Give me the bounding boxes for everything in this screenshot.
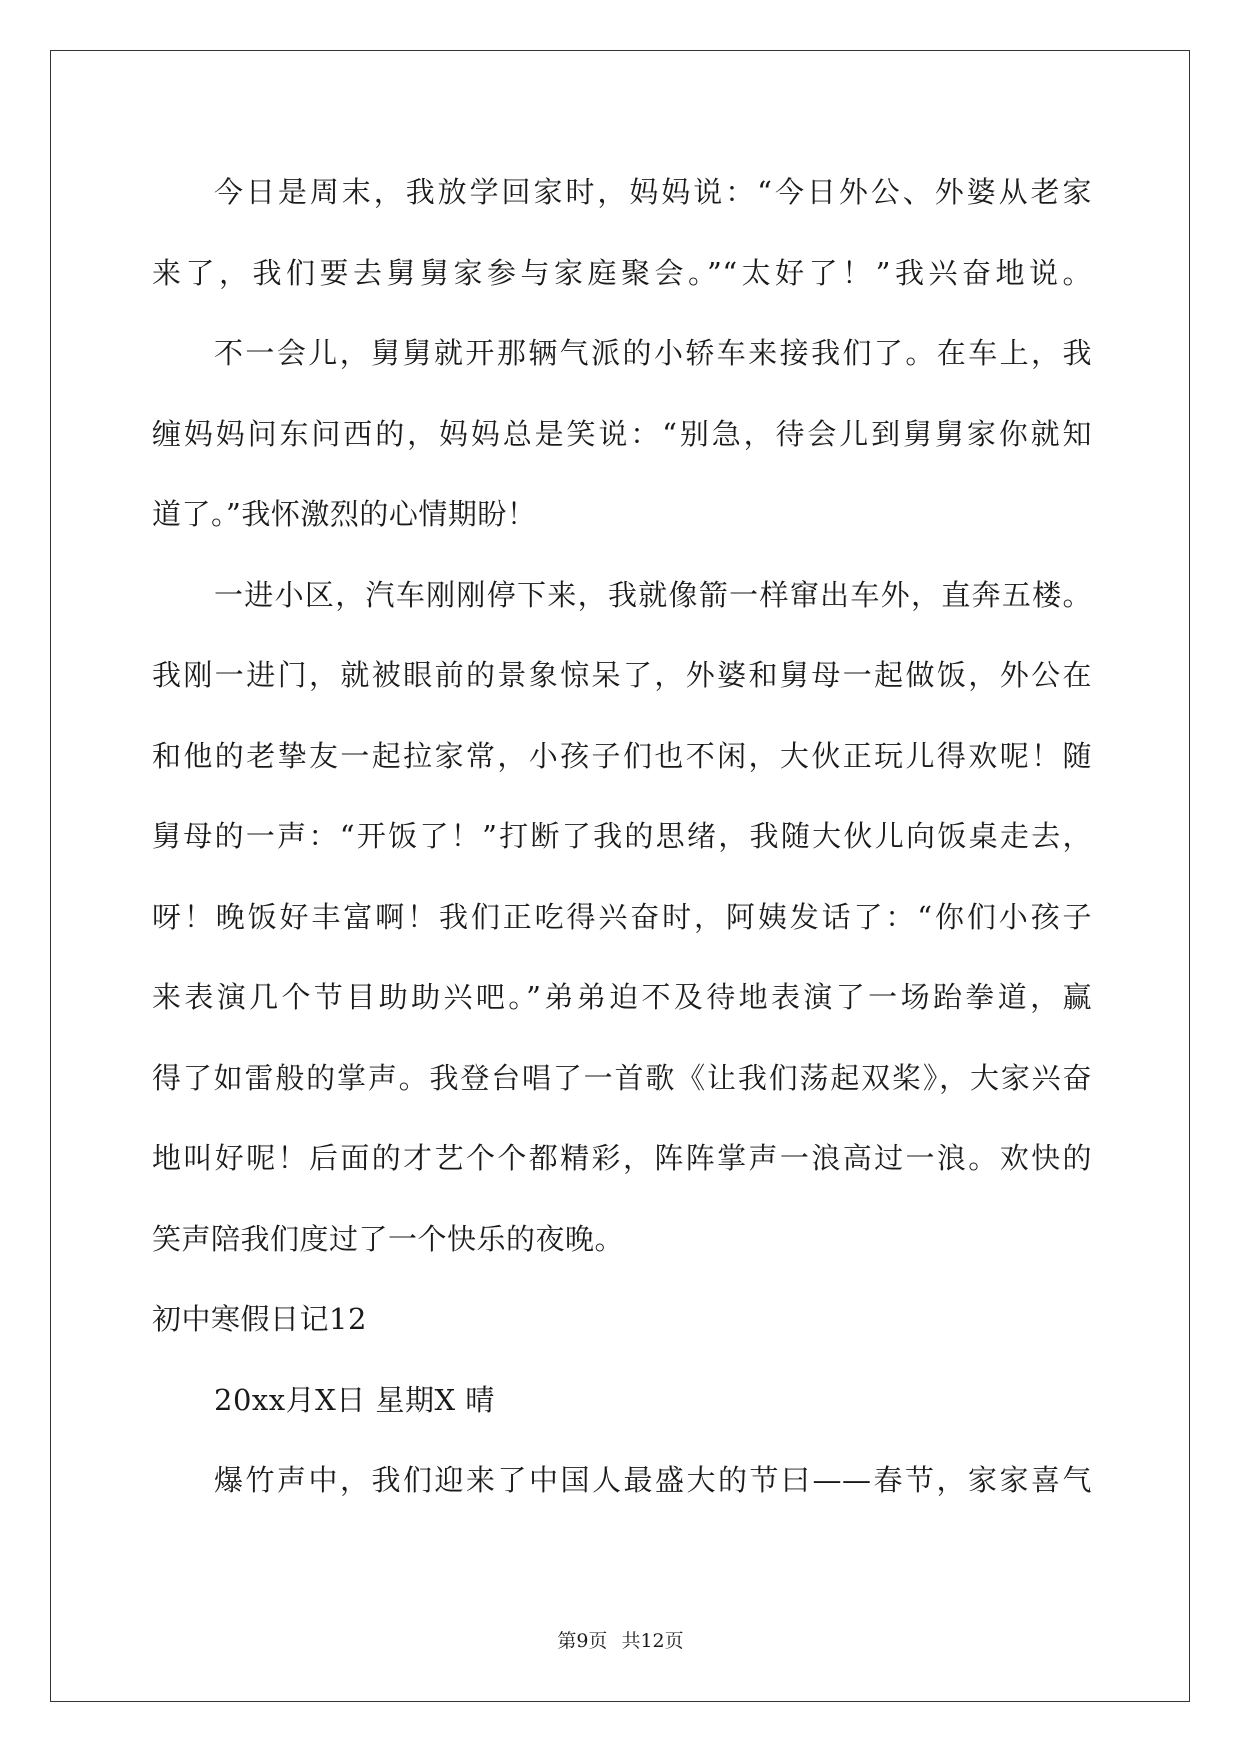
section-heading: 初中寒假日记12 bbox=[152, 1302, 367, 1336]
paragraph-line: 和他的老挚友一起拉家常，小孩子们也不闲，大伙正玩儿得欢呢！随 bbox=[152, 738, 1092, 773]
page-number: 第9页 bbox=[557, 1630, 608, 1652]
paragraph-line: 得了如雷般的掌声。我登台唱了一首歌《让我们荡起双桨》，大家兴奋 bbox=[152, 1060, 1092, 1095]
paragraph-line: 一进小区，汽车刚刚停下来，我就像箭一样窜出车外，直奔五楼。 bbox=[214, 577, 1092, 612]
paragraph-line: 地叫好呢！后面的才艺个个都精彩，阵阵掌声一浪高过一浪。欢快的 bbox=[152, 1141, 1092, 1175]
paragraph-line: 爆竹声中，我们迎来了中国人最盛大的节曰——春节，家家喜气 bbox=[214, 1463, 1092, 1497]
page-total: 共12页 bbox=[621, 1630, 684, 1652]
page-footer bbox=[0, 1626, 1241, 1653]
paragraph-line: 呀！晚饭好丰富啊！我们正吃得兴奋时，阿姨发话了：“你们小孩子 bbox=[152, 899, 1092, 934]
paragraph-line: 来了，我们要去舅舅家参与家庭聚会。”“太好了！”我兴奋地说。 bbox=[152, 255, 1092, 290]
paragraph-line: 舅母的一声：“开饭了！”打断了我的思绪，我随大伙儿向饭桌走去， bbox=[152, 819, 1092, 853]
paragraph-line: 今日是周末，我放学回家时，妈妈说：“今日外公、外婆从老家 bbox=[214, 175, 1092, 209]
paragraph-line: 不一会儿，舅舅就开那辆气派的小轿车来接我们了。在车上，我 bbox=[214, 336, 1092, 370]
paragraph-line: 我刚一进门，就被眼前的景象惊呆了，外婆和舅母一起做饭，外公在 bbox=[152, 658, 1092, 692]
paragraph-line: 缠妈妈问东问西的，妈妈总是笑说：“别急，待会儿到舅舅家你就知 bbox=[152, 416, 1092, 451]
document-body bbox=[152, 162, 1092, 1531]
paragraph-line: 道了。”我怀激烈的心情期盼！ bbox=[152, 497, 537, 531]
diary-date-line: 20xx月X日 星期X 晴 bbox=[214, 1382, 495, 1417]
paragraph-line: 来表演几个节目助助兴吧。”弟弟迫不及待地表演了一场跆拳道，赢 bbox=[152, 980, 1092, 1014]
paragraph-line: 笑声陪我们度过了一个快乐的夜晚。 bbox=[152, 1221, 625, 1256]
